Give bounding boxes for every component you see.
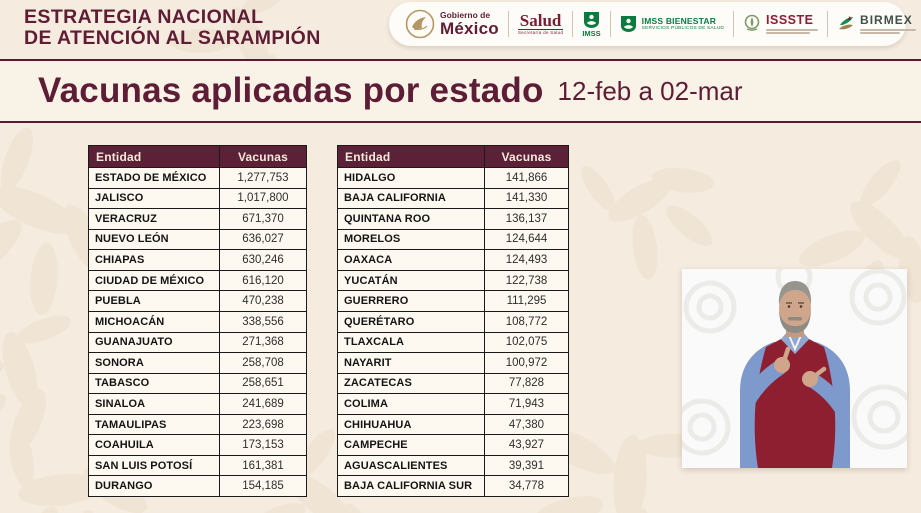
state-name-cell: GUERRERO xyxy=(338,291,485,312)
table-row xyxy=(338,455,569,476)
state-name-cell: CHIAPAS xyxy=(89,250,220,271)
state-name-cell: COAHUILA xyxy=(89,435,220,456)
column-header-vacunas: Vacunas xyxy=(220,146,307,168)
state-name-cell: SAN LUIS POTOSÍ xyxy=(89,455,220,476)
birmex-logo xyxy=(837,14,916,33)
table-row xyxy=(89,414,307,435)
vaccine-count-cell: 470,238 xyxy=(220,291,307,312)
vaccine-count-cell: 108,772 xyxy=(485,311,569,332)
state-name-cell: TLAXCALA xyxy=(338,332,485,353)
vaccine-count-cell: 1,277,753 xyxy=(220,168,307,189)
issste-emblem-icon xyxy=(743,14,761,34)
table-row xyxy=(338,311,569,332)
vaccine-count-cell: 630,246 xyxy=(220,250,307,271)
vaccines-table-left xyxy=(88,145,307,497)
state-name-cell: TAMAULIPAS xyxy=(89,414,220,435)
state-name-cell: BAJA CALIFORNIA xyxy=(338,188,485,209)
table-header-row xyxy=(338,146,569,168)
table-row xyxy=(89,291,307,312)
table-row xyxy=(338,168,569,189)
state-name-cell: YUCATÁN xyxy=(338,270,485,291)
state-name-cell: QUINTANA ROO xyxy=(338,209,485,230)
table-row xyxy=(338,291,569,312)
state-name-cell: MICHOACÁN xyxy=(89,311,220,332)
table-row xyxy=(89,250,307,271)
vaccine-count-cell: 223,698 xyxy=(220,414,307,435)
state-name-cell: QUERÉTARO xyxy=(338,311,485,332)
state-name-cell: ZACATECAS xyxy=(338,373,485,394)
state-name-cell: DURANGO xyxy=(89,476,220,497)
salud-logo-name: Salud xyxy=(519,11,562,31)
column-header-entidad: Entidad xyxy=(89,146,220,168)
table-row xyxy=(338,373,569,394)
state-name-cell: NUEVO LEÓN xyxy=(89,229,220,250)
table-row xyxy=(89,476,307,497)
table-row xyxy=(89,270,307,291)
vaccine-count-cell: 671,370 xyxy=(220,209,307,230)
vaccine-count-cell: 124,493 xyxy=(485,250,569,271)
table-row xyxy=(338,353,569,374)
imss-shield-icon xyxy=(583,11,600,29)
table-row xyxy=(89,311,307,332)
vaccine-count-cell: 47,380 xyxy=(485,414,569,435)
imss-logo-label: IMSS xyxy=(582,28,601,38)
birmex-mark-icon xyxy=(837,15,855,33)
state-name-cell: SONORA xyxy=(89,353,220,374)
vaccine-count-cell: 124,644 xyxy=(485,229,569,250)
vaccine-count-cell: 141,330 xyxy=(485,188,569,209)
table-row xyxy=(338,435,569,456)
state-name-cell: NAYARIT xyxy=(338,353,485,374)
table-header-row xyxy=(89,146,307,168)
column-header-vacunas: Vacunas xyxy=(485,146,569,168)
table-row xyxy=(338,229,569,250)
logo-divider xyxy=(508,11,509,37)
table-row xyxy=(338,209,569,230)
table-row xyxy=(89,168,307,189)
state-name-cell: ESTADO DE MÉXICO xyxy=(89,168,220,189)
vaccine-count-cell: 258,651 xyxy=(220,373,307,394)
vaccine-count-cell: 173,153 xyxy=(220,435,307,456)
state-name-cell: OAXACA xyxy=(338,250,485,271)
issste-logo-name: ISSSTE xyxy=(766,13,814,28)
state-name-cell: HIDALGO xyxy=(338,168,485,189)
imss-bienestar-logo xyxy=(620,15,724,33)
vaccine-count-cell: 100,972 xyxy=(485,353,569,374)
gobierno-eagle-icon xyxy=(405,9,435,39)
vaccine-count-cell: 122,738 xyxy=(485,270,569,291)
vaccine-count-cell: 636,027 xyxy=(220,229,307,250)
table-row xyxy=(89,435,307,456)
state-name-cell: GUANAJUATO xyxy=(89,332,220,353)
vaccine-count-cell: 136,137 xyxy=(485,209,569,230)
salud-logo xyxy=(518,12,563,36)
logo-divider xyxy=(572,11,573,37)
logo-divider xyxy=(733,11,734,37)
state-name-cell: JALISCO xyxy=(89,188,220,209)
state-name-cell: MORELOS xyxy=(338,229,485,250)
gobierno-logo-name: México xyxy=(440,18,499,38)
birmex-logo-subtext-bars xyxy=(860,29,916,34)
slide-title-band xyxy=(0,59,921,123)
gobierno-logo-top-text: Gobierno de xyxy=(440,10,491,21)
gobierno-de-mexico-logo xyxy=(405,9,499,39)
vaccine-count-cell: 77,828 xyxy=(485,373,569,394)
table-row xyxy=(89,455,307,476)
table-row xyxy=(89,209,307,230)
state-name-cell: AGUASCALIENTES xyxy=(338,455,485,476)
strategy-title-line1: ESTRATEGIA NACIONAL xyxy=(24,6,264,28)
column-header-entidad: Entidad xyxy=(338,146,485,168)
logo-divider xyxy=(827,11,828,37)
sign-language-interpreter-illustration xyxy=(682,269,907,468)
issste-logo-subtext-bars xyxy=(766,29,818,34)
vaccine-count-cell: 161,381 xyxy=(220,455,307,476)
state-name-cell: SINALOA xyxy=(89,394,220,415)
state-name-cell: BAJA CALIFORNIA SUR xyxy=(338,476,485,497)
vaccines-table-right xyxy=(337,145,569,497)
state-name-cell: VERACRUZ xyxy=(89,209,220,230)
state-name-cell: CIUDAD DE MÉXICO xyxy=(89,270,220,291)
vaccine-count-cell: 154,185 xyxy=(220,476,307,497)
logo-bar xyxy=(389,2,913,46)
vaccine-count-cell: 43,927 xyxy=(485,435,569,456)
vaccine-count-cell: 616,120 xyxy=(220,270,307,291)
state-name-cell: PUEBLA xyxy=(89,291,220,312)
issste-logo xyxy=(743,14,818,34)
table-row xyxy=(338,188,569,209)
vaccine-count-cell: 34,778 xyxy=(485,476,569,497)
table-row xyxy=(338,394,569,415)
imss-bienestar-subtext: SERVICIOS PÚBLICOS DE SALUD xyxy=(641,26,725,32)
vaccine-count-cell: 1,017,800 xyxy=(220,188,307,209)
date-range: 12-feb a 02-mar xyxy=(557,75,743,106)
table-row xyxy=(89,394,307,415)
strategy-title-line2: DE ATENCIÓN AL SARAMPIÓN xyxy=(24,27,321,49)
state-name-cell: CAMPECHE xyxy=(338,435,485,456)
vaccine-count-cell: 39,391 xyxy=(485,455,569,476)
birmex-logo-name: BIRMEX xyxy=(860,13,913,28)
vaccine-count-cell: 241,689 xyxy=(220,394,307,415)
table-row xyxy=(338,270,569,291)
table-row xyxy=(338,476,569,497)
salud-logo-subtext: Secretaría de Salud xyxy=(517,30,564,36)
table-row xyxy=(89,353,307,374)
table-row xyxy=(89,229,307,250)
strategy-title xyxy=(24,7,321,49)
imss-logo xyxy=(582,11,600,38)
table-row xyxy=(338,332,569,353)
vaccine-count-cell: 271,368 xyxy=(220,332,307,353)
logo-divider xyxy=(610,11,611,37)
vaccine-count-cell: 338,556 xyxy=(220,311,307,332)
table-row xyxy=(89,332,307,353)
vaccine-count-cell: 102,075 xyxy=(485,332,569,353)
imss-bienestar-shield-icon xyxy=(620,15,637,33)
sign-language-interpreter-video xyxy=(682,269,907,468)
table-row xyxy=(89,188,307,209)
state-name-cell: TABASCO xyxy=(89,373,220,394)
table-row xyxy=(338,414,569,435)
page-title: Vacunas aplicadas por estado xyxy=(38,71,544,110)
state-name-cell: CHIHUAHUA xyxy=(338,414,485,435)
imss-bienestar-name: IMSS BIENESTAR xyxy=(641,15,717,26)
vaccine-count-cell: 141,866 xyxy=(485,168,569,189)
table-row xyxy=(338,250,569,271)
vaccine-count-cell: 258,708 xyxy=(220,353,307,374)
vaccine-count-cell: 111,295 xyxy=(485,291,569,312)
table-row xyxy=(89,373,307,394)
state-name-cell: COLIMA xyxy=(338,394,485,415)
vaccine-count-cell: 71,943 xyxy=(485,394,569,415)
